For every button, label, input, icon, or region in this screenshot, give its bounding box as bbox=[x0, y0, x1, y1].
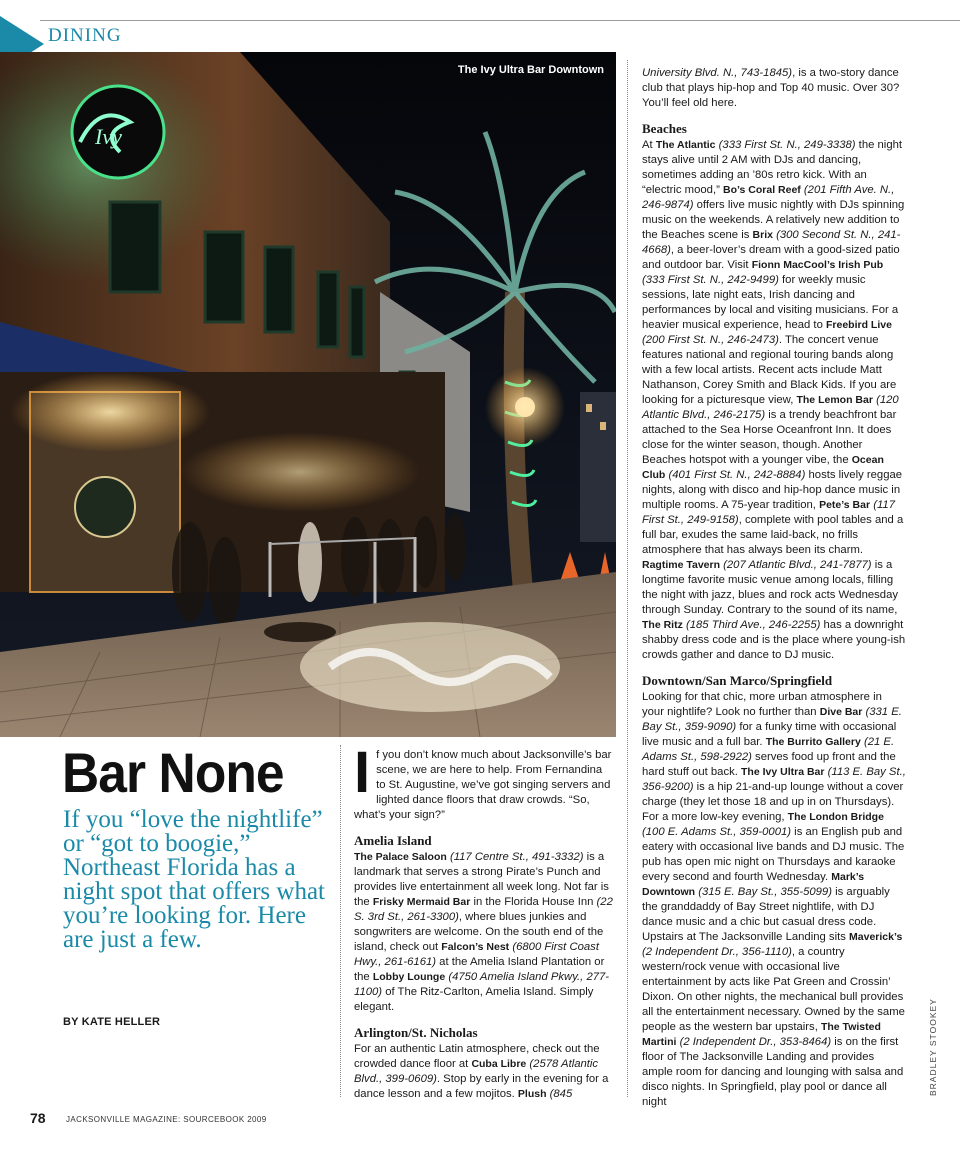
body-text: for weekly music sessions, late night eats, Irish dancing and performances by local and visiting musicians. For a heavier musical experience, head to bbox=[642, 274, 899, 331]
intro-text: f you don’t know much about Jacksonville’s bar scene, we are here to help. From Fernandina to St. Augustine, we’ve got singing servers and lighted dance floors that draw crowds. “So, what’s your sign?” bbox=[354, 749, 612, 821]
body-text: Looking for that chic, more urban atmosphere in your nightlife? Look no further than bbox=[642, 691, 882, 718]
column-rule-left bbox=[340, 745, 341, 1097]
article-column-right bbox=[642, 66, 906, 1110]
body-text: , a country western/rock venue with occasional live entertainment by acts like Pat Green and Crossin’ Dixon. On other nights, the mechanical bull provides all the entertainment necessary. Owned by the same people as the western bar upstairs, bbox=[642, 946, 905, 1033]
amelia-paragraph bbox=[354, 850, 614, 1015]
body-text: the night stays alive until 2 AM with DJs and dancing, sometimes adding an ’80s retro kick. With an “electric mood,” bbox=[642, 139, 903, 196]
body-text: . The concert venue features national and regional touring bands along with a few local artists. Recent acts include Matt Nathanson, Corey Smith and Black Kids. If you are looking for a picturesque view, bbox=[642, 334, 897, 406]
body-text: is an English pub and eatery with occasional live bands and DJ music. The pub has open mic night on Thursdays and karaoke every second and fourth Wednesday. bbox=[642, 826, 905, 883]
venue-address: (100 E. Adams St., 359-0001) bbox=[642, 826, 792, 838]
venue-address: (200 First St. N., 246-2473) bbox=[642, 334, 779, 346]
venue-name: Fionn MacCool’s Irish Pub bbox=[751, 259, 884, 271]
body-text: for a funky time with occasional live music and a full bar. bbox=[642, 721, 897, 748]
section-label: DINING bbox=[48, 25, 122, 46]
venue-address: University Blvd. N., 743-1845) bbox=[642, 67, 793, 79]
feature-photo bbox=[0, 52, 616, 737]
venue-name: The London Bridge bbox=[787, 811, 884, 823]
venue-name: Maverick’s bbox=[849, 931, 903, 943]
body-text: serves food up front and the hard stuff out back. bbox=[642, 751, 896, 778]
body-text: is a longtime favorite music venue among locals, filling the night with jazz, blues and rock acts Wednesday through Sunday. Contrary to the sound of its name, bbox=[642, 559, 898, 616]
venue-address: (2 Independent Dr., 356-1110) bbox=[642, 946, 792, 958]
venue-name: Bo’s Coral Reef bbox=[722, 184, 801, 196]
venue-address: (2578 Atlantic Blvd., 399-0609) bbox=[354, 1058, 599, 1085]
venue-name: The Lemon Bar bbox=[796, 394, 873, 406]
venue-name: Brix bbox=[752, 229, 773, 241]
body-text: At bbox=[642, 139, 656, 151]
subhead-downtown: Downtown/San Marco/Springfield bbox=[642, 673, 833, 688]
body-text: , is a two-story dance club that plays hip-hop and Top 40 music. Over 30? You’ll feel old here. bbox=[642, 67, 900, 109]
body-text: , a beer-lover’s dream with a good-sized patio and outdoor bar. Visit bbox=[642, 244, 900, 271]
venue-name: Mark’s Downtown bbox=[642, 871, 865, 898]
body-text: is arguably the granddaddy of Bay Street nightlife, with DJ dance music and a chic but casual dress code. Upstairs at The Jacksonville Landing sits bbox=[642, 886, 890, 943]
venue-name: Ragtime Tavern bbox=[642, 559, 720, 571]
bar-exterior-night-photo bbox=[0, 52, 616, 737]
venue-name: The Atlantic bbox=[655, 139, 716, 151]
article-title: Bar None bbox=[62, 741, 284, 804]
venue-name: The Ritz bbox=[642, 619, 683, 631]
venue-address: (117 Centre St., 491-3332) bbox=[449, 851, 584, 863]
venue-address: (315 E. Bay St., 355-5099) bbox=[698, 886, 832, 898]
venue-address: (845 bbox=[549, 1088, 573, 1100]
venue-name: Dive Bar bbox=[819, 706, 863, 718]
body-text: is on the first floor of The Jacksonville Landing and provides ample room for dancing and lounging with salsa and disco nights. In Springfield, play pool or dance all night bbox=[642, 1036, 904, 1108]
intro-paragraph bbox=[354, 740, 614, 823]
venue-name: Frisky Mermaid Bar bbox=[372, 896, 471, 908]
subhead-arlington: Arlington/St. Nicholas bbox=[354, 1025, 478, 1040]
venue-name: Ocean Club bbox=[642, 454, 884, 481]
venue-address: (120 Atlantic Blvd., 246-2175) bbox=[642, 394, 899, 421]
photo-caption: The Ivy Ultra Bar Downtown bbox=[457, 64, 604, 76]
body-text: is a landmark that serves a strong Pirate’s Punch and provides live entertainment all week long. Not far is the bbox=[354, 851, 609, 908]
header-rule bbox=[40, 20, 960, 21]
article-column-middle bbox=[354, 740, 614, 1102]
venue-name: The Twisted Martini bbox=[642, 1021, 881, 1048]
venue-name: The Burrito Gallery bbox=[765, 736, 861, 748]
venue-name: Pete’s Bar bbox=[819, 499, 871, 511]
body-text: is a trendy beachfront bar attached to the Sea Horse Oceanfront Inn. It does close for the winter season, though. Another Beaches hotspot with a younger vibe, the bbox=[642, 409, 897, 466]
venue-address: (117 First St., 249-9158) bbox=[642, 499, 895, 526]
venue-address: (4750 Amelia Island Pkwy., 277-1100) bbox=[354, 971, 610, 998]
venue-address: (333 First St. N., 249-3338) bbox=[718, 139, 856, 151]
body-text: hosts lively reggae nights, along with disco and hip-hop dance music in multiple rooms. A 75-year tradition, bbox=[642, 469, 903, 511]
venue-name: The Palace Saloon bbox=[354, 851, 447, 863]
column-rule-right bbox=[627, 60, 628, 1097]
body-text: For an authentic Latin atmosphere, check out the crowded dance floor at bbox=[354, 1043, 600, 1070]
subhead-amelia: Amelia Island bbox=[354, 833, 432, 848]
publication-footer: JACKSONVILLE MAGAZINE: SOURCEBOOK 2009 bbox=[66, 1115, 267, 1124]
venue-name: Falcon’s Nest bbox=[441, 941, 510, 953]
downtown-paragraph bbox=[642, 690, 906, 1110]
venue-address: (300 Second St. N., 241-4668) bbox=[642, 229, 901, 256]
arlington-paragraph bbox=[354, 1042, 614, 1102]
venue-address: (207 Atlantic Blvd., 241-7877) bbox=[723, 559, 872, 571]
venue-address: (185 Third Ave., 246-2255) bbox=[685, 619, 821, 631]
arlington-continued bbox=[642, 66, 906, 111]
drop-cap: I bbox=[354, 740, 371, 805]
article-dek: If you “love the nightlife” or “got to boogie,” Northeast Florida has a night spot that offers what you’re looking for. Here are just a few. bbox=[63, 806, 325, 953]
venue-name: Plush bbox=[517, 1088, 547, 1100]
venue-address: (201 Fifth Ave. N., 246-9874) bbox=[642, 184, 895, 211]
venue-name: Cuba Libre bbox=[471, 1058, 527, 1070]
page-number: 78 bbox=[30, 1110, 46, 1126]
svg-text:Ivy: Ivy bbox=[95, 124, 122, 149]
body-text: of The Ritz-Carlton, Amelia Island. Simply elegant. bbox=[354, 986, 594, 1013]
body-text: is a hip 21-and-up lounge without a cover charge (they let those 18 and up in on Thursdays). For a more low-key evening, bbox=[642, 781, 904, 823]
venue-address: (6800 First Coast Hwy., 261-6161) bbox=[354, 941, 599, 968]
beaches-paragraph bbox=[642, 138, 906, 663]
venue-address: (333 First St. N., 242-9499) bbox=[642, 274, 779, 286]
body-text: has a downright shabby dress code and is the place where young-ish crowds gather and dance to DJ music. bbox=[642, 619, 906, 661]
body-text: , where blues junkies and songwriters are welcome. On the south end of the island, check out bbox=[354, 911, 604, 953]
venue-address: (2 Independent Dr., 353-8464) bbox=[679, 1036, 832, 1048]
body-text: offers live music nightly with DJs spinning music on the weekends. A relatively new addition to the Beaches scene is bbox=[642, 199, 905, 241]
body-text: . Stop by early in the evening for a dance lesson and a few mojitos. bbox=[354, 1073, 609, 1100]
venue-address: (331 E. Bay St., 359-9090) bbox=[642, 706, 902, 733]
venue-name: Lobby Lounge bbox=[372, 971, 446, 983]
subhead-beaches: Beaches bbox=[642, 121, 687, 136]
venue-address: (21 E. Adams St., 598-2922) bbox=[642, 736, 895, 763]
body-text: , complete with pool tables and a full bar, exudes the same laid-back, no frills atmosphere that has always been its charm. bbox=[642, 514, 904, 556]
venue-address: (22 S. 3rd St., 261-3300) bbox=[354, 896, 613, 923]
venue-address: (113 E. Bay St., 356-9200) bbox=[642, 766, 906, 793]
body-text: at the Amelia Island Plantation or the bbox=[354, 956, 605, 983]
photo-credit: BRADLEY STOOKEY bbox=[928, 998, 938, 1096]
venue-address: (401 First St. N., 242-8884) bbox=[668, 469, 806, 481]
body-text: in the Florida House Inn bbox=[470, 896, 597, 908]
byline: BY KATE HELLER bbox=[63, 1016, 161, 1028]
venue-name: The Ivy Ultra Bar bbox=[741, 766, 825, 778]
venue-name: Freebird Live bbox=[826, 319, 892, 331]
